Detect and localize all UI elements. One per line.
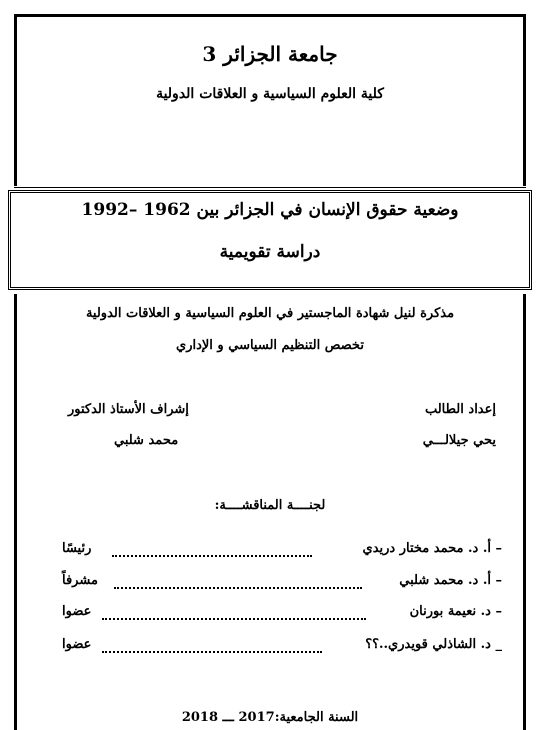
student-label: إعداد الطالب [424,402,496,417]
degree-statement: مذكرة لنيل شهادة الماجستير في العلوم السياسية و العلاقات الدولية [85,306,455,321]
university-name: جامعة الجزائر 3 [202,42,338,66]
dotted-leader [102,641,322,653]
dotted-leader [102,608,366,620]
jury-member [62,604,502,624]
jury-member [62,541,502,561]
jury-title: لجنــــة المناقشــــة: [214,498,326,513]
jury-member-role: عضوا [62,637,92,652]
jury-member [62,573,502,593]
jury-member-name: _ د. الشاذلي قويدري..؟؟ [365,637,502,652]
dotted-leader [112,545,312,557]
specialization: تخصص التنظيم السياسي و الإداري [176,338,364,353]
supervisor-name: محمد شلبي [114,433,179,448]
jury-member-role: مشرفاً [62,573,98,588]
thesis-subtitle: دراسة تقويمية [219,242,321,262]
jury-member-role: رئيسًا [62,541,92,556]
jury-member-name: – أ. د. محمد مختار دريدي [362,541,502,556]
jury-member-name: – د. نعيمة بورنان [409,604,502,619]
dotted-leader [114,577,362,589]
student-name: يحي جيلالـــي [422,433,496,448]
faculty-name: كلية العلوم السياسية و العلاقات الدولية [156,86,384,102]
jury-member [62,637,502,657]
thesis-title: وضعية حقوق الإنسان في الجزائر بين 1962 –1992 [81,200,459,220]
academic-year: السنة الجامعية:2017 ـــ 2018 [181,710,359,725]
jury-member-role: عضوا [62,604,92,619]
jury-member-name: – أ. د. محمد شلبي [399,573,502,588]
supervisor-label: إشراف الأستاذ الدكتور [68,402,189,417]
